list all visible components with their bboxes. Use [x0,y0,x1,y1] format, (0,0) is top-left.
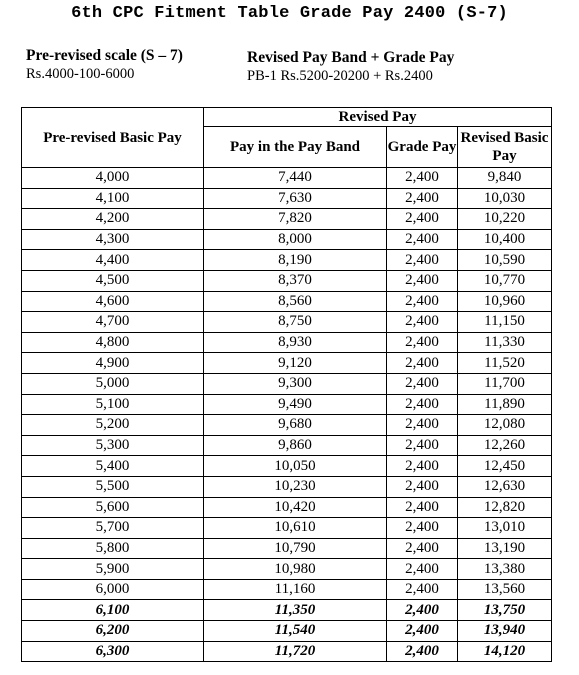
cell-revised-basic-pay: 12,450 [458,456,552,477]
cell-grade-pay: 2,400 [387,270,458,291]
cell-revised-basic-pay: 10,590 [458,250,552,271]
cell-pay-in-band: 10,420 [204,497,387,518]
cell-pay-in-band: 10,790 [204,538,387,559]
table-row [22,518,552,539]
cell-grade-pay: 2,400 [387,518,458,539]
cell-grade-pay: 2,400 [387,559,458,580]
cell-pay-in-band: 9,490 [204,394,387,415]
cell-pre-revised-basic-pay: 4,200 [22,209,204,230]
cell-grade-pay: 2,400 [387,332,458,353]
cell-revised-basic-pay: 13,190 [458,538,552,559]
table-row [22,270,552,291]
cell-grade-pay: 2,400 [387,415,458,436]
table-row [22,353,552,374]
table-row [22,497,552,518]
cell-revised-basic-pay: 10,400 [458,229,552,250]
table-row [22,641,552,662]
cell-pay-in-band: 9,860 [204,435,387,456]
cell-pre-revised-basic-pay: 4,100 [22,188,204,209]
cell-pay-in-band: 10,050 [204,456,387,477]
cell-grade-pay: 2,400 [387,538,458,559]
cell-grade-pay: 2,400 [387,456,458,477]
table-row [22,538,552,559]
table-row [22,600,552,621]
cell-pre-revised-basic-pay: 4,800 [22,332,204,353]
cell-pay-in-band: 8,930 [204,332,387,353]
cell-pay-in-band: 10,610 [204,518,387,539]
pre-revised-scale-value: Rs.4000-100-6000 [26,66,135,82]
cell-grade-pay: 2,400 [387,209,458,230]
table-row [22,621,552,642]
cell-revised-basic-pay: 12,080 [458,415,552,436]
cell-revised-basic-pay: 13,750 [458,600,552,621]
cell-grade-pay: 2,400 [387,579,458,600]
cell-grade-pay: 2,400 [387,168,458,189]
pre-revised-scale-block [26,46,183,83]
table-row [22,394,552,415]
fitment-table-body [22,168,552,662]
cell-grade-pay: 2,400 [387,394,458,415]
header-revised-basic-pay: Revised Basic Pay [458,127,552,168]
header-pre-revised-basic-pay: Pre-revised Basic Pay [22,108,204,168]
cell-grade-pay: 2,400 [387,291,458,312]
table-row [22,332,552,353]
cell-pre-revised-basic-pay: 5,100 [22,394,204,415]
table-row [22,229,552,250]
cell-pre-revised-basic-pay: 4,600 [22,291,204,312]
cell-revised-basic-pay: 13,010 [458,518,552,539]
cell-pay-in-band: 9,680 [204,415,387,436]
cell-revised-basic-pay: 13,940 [458,621,552,642]
cell-pay-in-band: 10,980 [204,559,387,580]
cell-grade-pay: 2,400 [387,373,458,394]
cell-pre-revised-basic-pay: 6,200 [22,621,204,642]
cell-grade-pay: 2,400 [387,250,458,271]
cell-pay-in-band: 7,820 [204,209,387,230]
table-row [22,168,552,189]
cell-pre-revised-basic-pay: 6,000 [22,579,204,600]
cell-pre-revised-basic-pay: 5,300 [22,435,204,456]
table-row [22,456,552,477]
cell-revised-basic-pay: 13,380 [458,559,552,580]
cell-grade-pay: 2,400 [387,641,458,662]
cell-pay-in-band: 9,120 [204,353,387,374]
cell-revised-basic-pay: 11,330 [458,332,552,353]
cell-pre-revised-basic-pay: 5,900 [22,559,204,580]
cell-revised-basic-pay: 10,770 [458,270,552,291]
cell-pre-revised-basic-pay: 4,500 [22,270,204,291]
cell-pay-in-band: 11,720 [204,641,387,662]
cell-pay-in-band: 8,000 [204,229,387,250]
cell-revised-basic-pay: 11,700 [458,373,552,394]
cell-pay-in-band: 7,440 [204,168,387,189]
cell-revised-basic-pay: 10,220 [458,209,552,230]
cell-grade-pay: 2,400 [387,435,458,456]
cell-pre-revised-basic-pay: 5,000 [22,373,204,394]
cell-pre-revised-basic-pay: 4,400 [22,250,204,271]
cell-pre-revised-basic-pay: 5,600 [22,497,204,518]
cell-revised-basic-pay: 9,840 [458,168,552,189]
table-row [22,291,552,312]
table-row [22,579,552,600]
cell-grade-pay: 2,400 [387,229,458,250]
cell-pay-in-band: 11,350 [204,600,387,621]
cell-revised-basic-pay: 11,520 [458,353,552,374]
table-row [22,188,552,209]
table-row [22,435,552,456]
cell-grade-pay: 2,400 [387,188,458,209]
table-row [22,415,552,436]
cell-pre-revised-basic-pay: 4,900 [22,353,204,374]
cell-pre-revised-basic-pay: 5,200 [22,415,204,436]
cell-pay-in-band: 11,540 [204,621,387,642]
cell-grade-pay: 2,400 [387,353,458,374]
table-row [22,209,552,230]
header-pay-in-band: Pay in the Pay Band [204,127,387,168]
cell-pay-in-band: 8,190 [204,250,387,271]
cell-pay-in-band: 8,560 [204,291,387,312]
header-grade-pay: Grade Pay [387,127,458,168]
cell-revised-basic-pay: 10,960 [458,291,552,312]
cell-revised-basic-pay: 11,890 [458,394,552,415]
cell-revised-basic-pay: 12,820 [458,497,552,518]
revised-scale-heading: Revised Pay Band + Grade Pay [247,49,455,66]
cell-grade-pay: 2,400 [387,600,458,621]
cell-revised-basic-pay: 13,560 [458,579,552,600]
cell-pre-revised-basic-pay: 5,700 [22,518,204,539]
cell-pay-in-band: 7,630 [204,188,387,209]
cell-pre-revised-basic-pay: 5,400 [22,456,204,477]
table-row [22,373,552,394]
cell-grade-pay: 2,400 [387,621,458,642]
cell-pre-revised-basic-pay: 6,100 [22,600,204,621]
table-row [22,559,552,580]
fitment-table [21,107,552,662]
cell-revised-basic-pay: 12,630 [458,476,552,497]
cell-revised-basic-pay: 11,150 [458,312,552,333]
cell-pay-in-band: 11,160 [204,579,387,600]
revised-scale-block [247,48,454,85]
cell-pay-in-band: 9,300 [204,373,387,394]
table-row [22,476,552,497]
cell-pre-revised-basic-pay: 4,000 [22,168,204,189]
cell-pre-revised-basic-pay: 5,500 [22,476,204,497]
revised-scale-value: PB-1 Rs.5200-20200 + Rs.2400 [247,68,433,84]
cell-revised-basic-pay: 10,030 [458,188,552,209]
page-title: 6th CPC Fitment Table Grade Pay 2400 (S-7) [71,4,508,23]
cell-pre-revised-basic-pay: 4,700 [22,312,204,333]
cell-grade-pay: 2,400 [387,476,458,497]
cell-pay-in-band: 8,750 [204,312,387,333]
cell-revised-basic-pay: 14,120 [458,641,552,662]
table-row [22,250,552,271]
cell-pay-in-band: 8,370 [204,270,387,291]
cell-grade-pay: 2,400 [387,497,458,518]
cell-revised-basic-pay: 12,260 [458,435,552,456]
cell-pre-revised-basic-pay: 5,800 [22,538,204,559]
cell-pay-in-band: 10,230 [204,476,387,497]
cell-grade-pay: 2,400 [387,312,458,333]
cell-pre-revised-basic-pay: 6,300 [22,641,204,662]
cell-pre-revised-basic-pay: 4,300 [22,229,204,250]
header-revised-pay: Revised Pay [204,108,552,127]
pre-revised-scale-heading: Pre-revised scale (S – 7) [26,47,183,64]
table-row [22,312,552,333]
